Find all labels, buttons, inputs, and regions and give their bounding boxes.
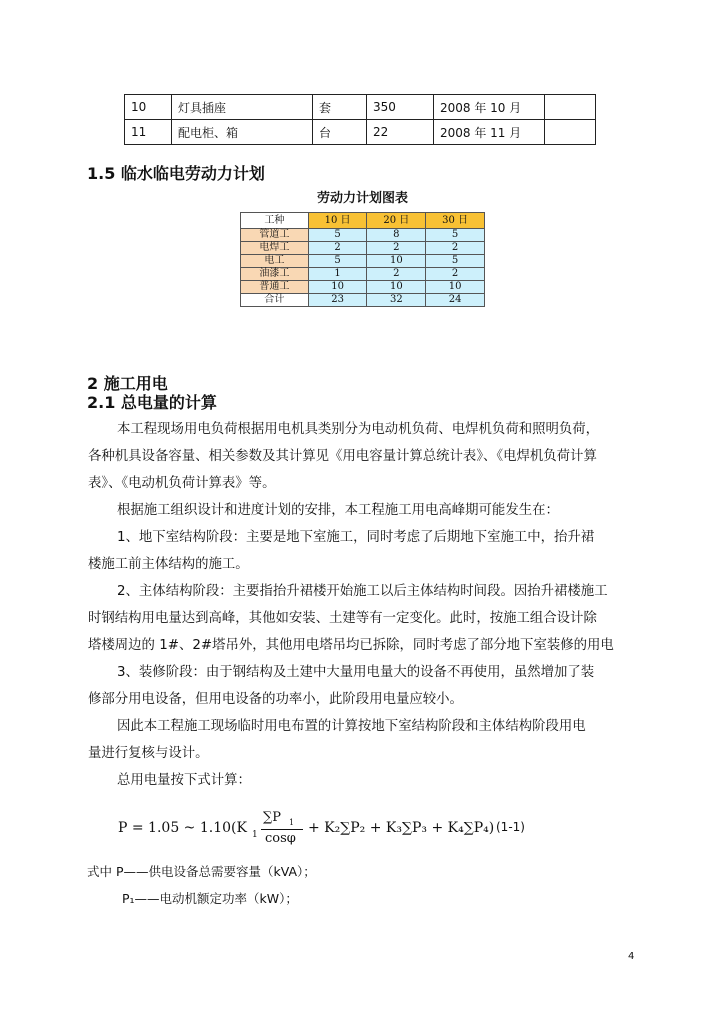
table-cell: 2 [367,268,426,281]
table-cell: 23 [308,294,367,307]
table-cell: 1 [308,268,367,281]
table-cell: 油漆工 [241,268,309,281]
paragraph-line: 根据施工组织设计和进度计划的安排，本工程施工用电高峰期可能发生在： [117,503,559,518]
paragraph-line: 本工程现场用电负荷根据用电机具类别分为电动机负荷、电焊机负荷和照明负荷， [117,422,600,437]
table-cell: 2008 年 11 月 [434,120,545,145]
table-cell: 8 [367,229,426,242]
table-header-cell: 工种 [241,213,309,229]
paragraph-line: 时钢结构用电量达到高峰，其他如安装、土建等有一定变化。此时，按施工组合设计除 [88,611,597,626]
table-cell: 5 [308,255,367,268]
table-cell: 电焊工 [241,242,309,255]
table-cell: 350 [367,95,434,120]
table-header-cell: 20 日 [367,213,426,229]
table-cell: 2 [426,268,485,281]
table-row [241,242,485,255]
table-cell: 10 [125,95,172,120]
table-header-row [241,213,485,229]
table-row [241,255,485,268]
formula-lhs: P = 1.05 ~ 1.10(K [118,820,247,836]
formula-subscript: 1 [252,830,258,840]
table-cell: 10 [308,281,367,294]
paragraph-line: 1、地下室结构阶段：主要是地下室施工，同时考虑了后期地下室施工中，抬升裙 [117,530,595,545]
formula-denominator: cosφ [265,831,296,846]
table-cell [545,120,596,145]
table-row [241,268,485,281]
table-cell: 10 [367,255,426,268]
table-cell: 2 [367,242,426,255]
paragraph-line: 量进行复核与设计。 [88,746,209,761]
section-heading-2: 2 施工用电 [87,374,168,393]
table-row [125,120,596,145]
labor-plan-table [240,212,485,307]
table-cell: 24 [426,294,485,307]
table-cell: 5 [426,229,485,242]
table-cell [545,95,596,120]
page-number: 4 [628,951,635,962]
table-cell: 配电柜、箱 [172,120,313,145]
table-cell: 11 [125,120,172,145]
table-cell: 2 [426,242,485,255]
formula-rest: + K₂∑P₂ + K₃∑P₃ + K₄∑P₄) [308,820,495,836]
definition-line: 式中 P——供电设备总需要容量（kVA）； [87,864,316,879]
table-cell: 灯具插座 [172,95,313,120]
table-cell: 2 [308,242,367,255]
formula-number: (1-1) [496,820,525,834]
table-cell: 10 [367,281,426,294]
table-cell: 套 [313,95,367,120]
paragraph-line: 因此本工程施工现场临时用电布置的计算按地下室结构阶段和主体结构阶段用电 [117,719,586,734]
power-formula [118,810,538,850]
paragraph-line: 楼施工前主体结构的施工。 [88,557,249,572]
table-cell: 电工 [241,255,309,268]
paragraph-line: 修部分用电设备，但用电设备的功率小，此阶段用电量应较小。 [88,692,463,707]
table-header-cell: 30 日 [426,213,485,229]
table-cell: 2008 年 10 月 [434,95,545,120]
table-row [241,229,485,242]
paragraph-line: 表》、《电动机负荷计算表》等。 [88,476,276,491]
table-cell: 普通工 [241,281,309,294]
table-row [241,281,485,294]
definition-line: P₁——电动机额定功率（kW）； [122,891,298,906]
table-cell: 管道工 [241,229,309,242]
labor-table-title: 劳动力计划图表 [316,191,408,206]
table-cell: 32 [367,294,426,307]
table-total-row [241,294,485,307]
paragraph-line: 塔楼周边的 1#、2#塔吊外，其他用电塔吊均已拆除，同时考虑了部分地下室装修的用电 [88,638,614,653]
paragraph-line: 总用电量按下式计算： [117,773,251,788]
table-cell: 5 [426,255,485,268]
formula-numerator-sub: 1 [289,818,295,827]
table-cell: 合计 [241,294,309,307]
paragraph-line: 各种机具设备容量、相关参数及其计算见《用电容量计算总统计表》、《电焊机负荷计算 [88,449,597,464]
paragraph-line: 2、主体结构阶段：主要指抬升裙楼开始施工以后主体结构时间段。因抬升裙楼施工 [117,584,608,599]
table-cell: 5 [308,229,367,242]
table-cell: 台 [313,120,367,145]
fraction-bar [261,829,303,830]
formula-numerator: ∑P [263,810,282,825]
table-row [125,95,596,120]
section-heading-2-1: 2.1 总电量的计算 [87,393,217,412]
table-cell: 10 [426,281,485,294]
section-heading-1-5: 1.5 临水临电劳动力计划 [87,164,265,183]
table-cell: 22 [367,120,434,145]
equipment-table [124,94,596,145]
table-header-cell: 10 日 [308,213,367,229]
paragraph-line: 3、装修阶段：由于钢结构及土建中大量用电量大的设备不再使用，虽然增加了装 [117,665,595,680]
